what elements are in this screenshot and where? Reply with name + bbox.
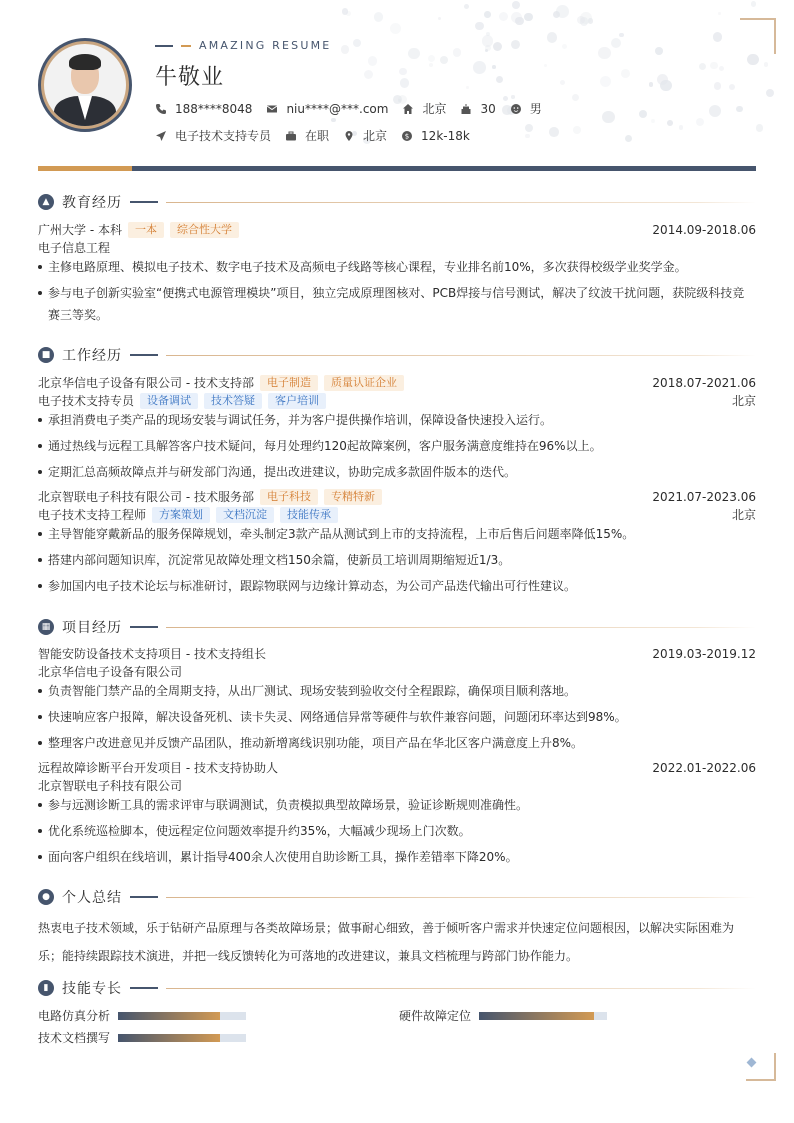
email-text: niu****@***.com — [286, 101, 389, 116]
section-title-education: 教育经历 — [62, 195, 122, 211]
role-name: 电子技术支持工程师 — [38, 508, 147, 522]
role-tag: 技能传承 — [280, 507, 338, 523]
work-bullet: 搭建内部问题知识库，沉淀常见故障处理文档150余篇，使新员工培训周期缩短近1/3。 — [38, 549, 756, 571]
gender-icon — [510, 103, 522, 115]
svg-text:$: $ — [404, 132, 410, 140]
project-date: 2022.01-2022.06 — [652, 760, 756, 775]
project-company-row — [38, 663, 756, 680]
section-title-skills: 技能专长 — [62, 981, 122, 997]
project-company: 北京智联电子科技有限公司 — [38, 779, 183, 793]
grid-icon: ▦ — [38, 619, 54, 635]
age-text: 30 — [480, 101, 496, 116]
cake-icon — [460, 103, 472, 115]
work-company-row — [38, 488, 756, 505]
project-title-row — [38, 645, 756, 662]
work-bullet: 参加国内电子技术论坛与标准研讨，跟踪物联网与边缘计算动态，为公司产品迭代输出可行性建议。 — [38, 575, 756, 597]
briefcase-icon — [285, 130, 297, 142]
work-role-row — [38, 506, 756, 523]
briefcase-icon: ■ — [38, 347, 54, 363]
gender-text: 男 — [529, 102, 542, 116]
phone-text: 188****8048 — [175, 101, 253, 116]
project-date: 2019.03-2019.12 — [652, 646, 756, 661]
role-tag: 技术答疑 — [204, 393, 262, 409]
work-city: 北京 — [731, 508, 756, 522]
section-projects — [38, 617, 756, 637]
company-name: 北京华信电子设备有限公司 - 技术支持部 — [38, 376, 254, 390]
section-work — [38, 345, 756, 365]
skill-name: 硬件故障定位 — [399, 1009, 472, 1023]
role-tag: 客户培训 — [268, 393, 326, 409]
major-text: 电子信息工程 — [38, 241, 111, 255]
section-skills — [38, 978, 756, 998]
corner-decoration-bottom — [746, 1053, 776, 1081]
home-icon — [402, 103, 414, 115]
role-tag: 设备调试 — [140, 393, 198, 409]
resume-header — [38, 38, 758, 168]
project-bullet: 整理客户改进意见并反馈产品团队，推动新增离线识别功能，项目产品在华北区客户满意度上升8%。 — [38, 732, 756, 754]
header-divider — [38, 166, 756, 171]
status-text: 在职 — [305, 129, 330, 143]
section-title-projects: 项目经历 — [62, 620, 122, 636]
contact-info-row — [155, 100, 556, 117]
job-target-text: 电子技术支持专员 — [175, 129, 272, 143]
company-tag: 质量认证企业 — [324, 375, 404, 391]
work-bullet: 承担消费电子类产品的现场安装与调试任务，并为客户提供操作培训，保障设备快速投入运行。 — [38, 409, 756, 431]
school-name: 广州大学 - 本科 — [38, 223, 122, 237]
skill-name: 电路仿真分析 — [38, 1009, 111, 1023]
skill-item — [38, 1007, 246, 1024]
user-icon: ● — [38, 889, 54, 905]
map-pin-icon — [343, 130, 355, 142]
project-company-row — [38, 777, 756, 794]
work-date: 2018.07-2021.06 — [652, 375, 756, 390]
work-company-row — [38, 374, 756, 391]
project-title: 远程故障诊断平台开发项目 - 技术支持协助人 — [38, 761, 278, 775]
role-tag: 方案策划 — [152, 507, 210, 523]
work-bullet: 主导智能穿戴新品的服务保障规划，牵头制定3款产品从测试到上市的支持流程，上市后售后问题率降低15%。 — [38, 523, 756, 545]
skill-bar — [118, 1012, 246, 1020]
section-education — [38, 192, 756, 212]
role-tag: 文档沉淀 — [216, 507, 274, 523]
section-summary — [38, 887, 756, 907]
work-bullet: 通过热线与远程工具解答客户技术疑问，每月处理约120起故障案例，客户服务满意度维持在96%以上。 — [38, 435, 756, 457]
company-tag: 电子制造 — [260, 375, 318, 391]
salary-icon — [401, 130, 413, 142]
work-date: 2021.07-2023.06 — [652, 489, 756, 504]
section-title-summary: 个人总结 — [62, 890, 122, 906]
phone-icon — [155, 103, 167, 115]
project-bullet: 面向客户组织在线培训，累计指导400余人次使用自助诊断工具，操作差错率下降20%。 — [38, 846, 756, 868]
education-major — [38, 239, 756, 256]
summary-text: 热衷电子技术领域，乐于钻研产品原理与各类故障场景；做事耐心细致，善于倾听客户需求并快速定位问题根因，以解决实际困难为乐；能持续跟踪技术演进，并把一线反馈转化为可落地的改进建议，兼具文档梳理与跨部门协作能力。 — [38, 921, 735, 963]
skill-bar — [118, 1034, 246, 1042]
company-tag: 电子科技 — [260, 489, 318, 505]
skill-item — [399, 1007, 607, 1024]
project-bullet: 参与远测诊断工具的需求评审与联调测试，负责模拟典型故障场景，验证诊断规则准确性。 — [38, 794, 756, 816]
work-role-row — [38, 392, 756, 409]
work-city: 北京 — [731, 394, 756, 408]
project-bullet: 快速响应客户报障，解决设备死机、读卡失灵、网络通信异常等硬件与软件兼容问题，问题闭环率达到98%。 — [38, 706, 756, 728]
location-text: 北京 — [422, 102, 447, 116]
work-bullet: 定期汇总高频故障点并与研发部门沟通，提出改进建议，协助完成多款固件版本的迭代。 — [38, 461, 756, 483]
candidate-name: 牛敬业 — [155, 65, 225, 90]
bar-chart-icon: ▮ — [38, 980, 54, 996]
role-name: 电子技术支持专员 — [38, 394, 135, 408]
graduation-cap-icon: ▲ — [38, 194, 54, 210]
project-bullet: 优化系统巡检脚本，使远程定位问题效率提升约35%，大幅减少现场上门次数。 — [38, 820, 756, 842]
education-row — [38, 221, 756, 238]
email-icon — [266, 103, 278, 115]
company-name: 北京智联电子科技有限公司 - 技术服务部 — [38, 490, 254, 504]
avatar — [38, 38, 132, 132]
skill-bar — [479, 1012, 607, 1020]
education-tag: 综合性大学 — [170, 222, 239, 238]
skill-name: 技术文档撰写 — [38, 1031, 111, 1045]
education-bullet: 参与电子创新实验室“便携式电源管理模块”项目，独立完成原理图核对、PCB焊接与信号测试，解决了纹波干扰问题，获院级科技竞赛三等奖。 — [38, 282, 756, 326]
job-info-row — [155, 127, 484, 144]
tagline-text: AMAZING RESUME — [199, 39, 332, 52]
education-date: 2014.09-2018.06 — [652, 222, 756, 237]
send-icon — [155, 130, 167, 142]
project-title-row — [38, 759, 756, 776]
section-title-work: 工作经历 — [62, 348, 122, 364]
education-tag: 一本 — [128, 222, 164, 238]
project-company: 北京华信电子设备有限公司 — [38, 665, 183, 679]
skill-item — [38, 1029, 246, 1046]
salary-text: 12k-18k — [421, 128, 470, 143]
project-bullet: 负责智能门禁产品的全周期支持，从出厂测试、现场安装到验收交付全程跟踪，确保项目顺利落地。 — [38, 680, 756, 702]
education-bullet: 主修电路原理、模拟电子技术、数字电子技术及高频电子线路等核心课程，专业排名前10%，多次获得校级学业奖学金。 — [38, 256, 756, 278]
city-text: 北京 — [363, 129, 388, 143]
tagline — [155, 39, 331, 52]
project-title: 智能安防设备技术支持项目 - 技术支持组长 — [38, 647, 266, 661]
company-tag: 专精特新 — [324, 489, 382, 505]
